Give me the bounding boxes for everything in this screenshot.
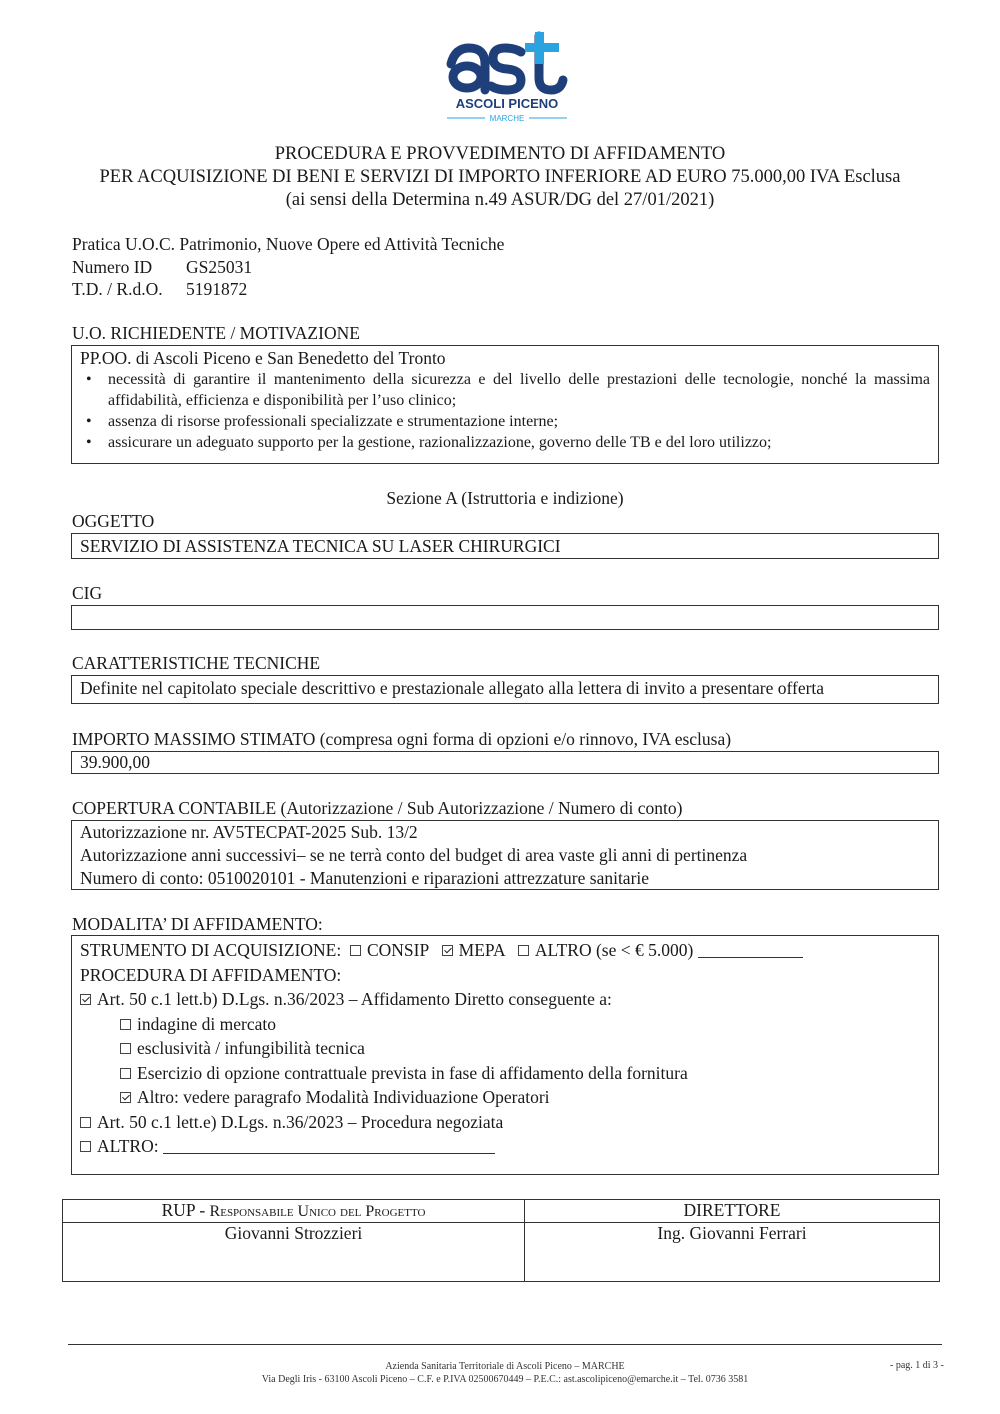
footer-line-2: Via Degli Iris - 63100 Ascoli Piceno – C.F. e P.IVA 02500670449 – P.E.C.: ast.ascolipiceno@emarche.it – Tel. 0736 3581 <box>261 1374 749 1385</box>
rup-signature-cell <box>63 1223 525 1282</box>
pratica-text: Pratica U.O.C. Patrimonio, Nuove Opere ed Attività Tecniche <box>72 234 505 254</box>
opzione-label: Esercizio di opzione contrattuale prevista in fase di affidamento della fornitura <box>137 1062 688 1083</box>
altro-strumento-label: ALTRO (se < € 5.000) <box>534 940 694 960</box>
rup-name: Giovanni Strozzieri <box>224 1223 363 1243</box>
consip-label: CONSIP <box>366 940 429 960</box>
richiedente-unit: PP.OO. di Ascoli Piceno e San Benedetto del Tronto <box>80 348 446 368</box>
altro-label: ALTRO: <box>97 1136 159 1156</box>
consip-checkbox[interactable] <box>350 945 361 956</box>
importo-field <box>71 751 939 774</box>
richiedente-label: U.O. RICHIEDENTE / MOTIVAZIONE <box>72 323 360 343</box>
altro-strumento-blank[interactable] <box>698 957 803 958</box>
caratteristiche-label: CARATTERISTICHE TECNICHE <box>72 653 321 673</box>
altro-operatori-checkbox[interactable] <box>120 1092 131 1103</box>
practice-info <box>72 233 504 301</box>
motivazione-item: • assenza di risorse professionali specializzate e strumentazione interne; <box>108 411 930 432</box>
sub-option-row <box>80 1036 930 1061</box>
sub-option-row <box>80 1061 930 1086</box>
logo-region: MARCHE <box>489 114 525 123</box>
indagine-label: indagine di mercato <box>137 1013 276 1034</box>
caratteristiche-value: Definite nel capitolato speciale descrittivo e prestazionale allegato alla lettera di invito a presentare offerta <box>80 678 825 698</box>
caratteristiche-field <box>71 675 939 704</box>
esclusivita-checkbox[interactable] <box>120 1043 131 1054</box>
rup-header <box>63 1200 525 1223</box>
direttore-header <box>525 1200 940 1223</box>
indagine-checkbox[interactable] <box>120 1019 131 1030</box>
oggetto-label: OGGETTO <box>72 511 155 531</box>
oggetto-field <box>71 533 939 559</box>
copertura-line: Numero di conto: 0510020101 - Manutenzioni e riparazioni attrezzature sanitarie <box>80 868 650 888</box>
copertura-label-row <box>72 798 682 819</box>
motivazione-item: • assicurare un adeguato supporto per la gestione, razionalizzazione, governo delle TB e del loro utilizzo; <box>108 432 930 453</box>
altro-operatori-label: Altro: vedere paragrafo Modalità Individuazione Operatori <box>137 1087 550 1107</box>
numero-id-label: Numero ID <box>72 256 153 277</box>
td-label: T.D. / R.d.O. <box>72 279 163 299</box>
copertura-label: COPERTURA CONTABILE <box>72 798 277 818</box>
cig-field <box>71 605 939 630</box>
logo-subtitle: ASCOLI PICENO <box>455 96 559 111</box>
page-number: - pag. 1 di 3 - <box>890 1360 944 1371</box>
modalita-box <box>71 935 939 1175</box>
altro-row <box>80 1134 930 1159</box>
oggetto-value: SERVIZIO DI ASSISTENZA TECNICA SU LASER CHIRURGICI <box>80 536 561 556</box>
altro-checkbox[interactable] <box>80 1141 91 1152</box>
copertura-box <box>71 820 939 890</box>
footer-divider <box>68 1344 942 1345</box>
mepa-checkbox[interactable] <box>442 945 453 956</box>
title-line-3: (ai sensi della Determina n.49 ASUR/DG del 27/01/2021) <box>285 190 715 210</box>
art-b-label: Art. 50 c.1 lett.b) D.Lgs. n.36/2023 – Affidamento Diretto conseguente a: <box>97 989 612 1009</box>
richiedente-box <box>71 345 939 464</box>
art-e-row <box>80 1110 930 1135</box>
td-value: 5191872 <box>186 279 248 299</box>
importo-note: (compresa ogni forma di opzioni e/o rinnovo, IVA esclusa) <box>319 729 732 749</box>
rup-label-full: Responsabile Unico del Progetto <box>209 1203 426 1220</box>
signature-table <box>62 1199 940 1282</box>
copertura-note: (Autorizzazione / Sub Autorizzazione / Numero di conto) <box>280 798 683 818</box>
direttore-name: Ing. Giovanni Ferrari <box>657 1223 807 1243</box>
strumento-row <box>80 938 930 963</box>
importo-label-row <box>72 729 731 750</box>
motivazione-list <box>80 369 930 453</box>
document-title <box>0 143 1000 212</box>
footer <box>0 1360 1000 1386</box>
direttore-label: DIRETTORE <box>683 1200 781 1220</box>
rup-label-prefix: RUP - <box>161 1200 210 1220</box>
modalita-label: MODALITA’ DI AFFIDAMENTO: <box>72 914 323 934</box>
art-e-label: Art. 50 c.1 lett.e) D.Lgs. n.36/2023 – Procedura negoziata <box>97 1111 504 1132</box>
copertura-line: Autorizzazione nr. AV5TECPAT-2025 Sub. 13/2 <box>80 822 418 842</box>
art-e-checkbox[interactable] <box>80 1117 91 1128</box>
altro-strumento-checkbox[interactable] <box>518 945 529 956</box>
sub-option-row <box>80 1012 930 1037</box>
title-line-2: PER ACQUISIZIONE DI BENI E SERVIZI DI IMPORTO INFERIORE AD EURO 75.000,00 IVA Esclusa <box>99 167 901 187</box>
mepa-label: MEPA <box>458 940 505 960</box>
art-b-checkbox[interactable] <box>80 994 91 1005</box>
ast-logo <box>445 28 570 123</box>
sezione-a-heading: Sezione A (Istruttoria e indizione) <box>386 488 624 508</box>
ast-logo-mark <box>445 28 570 123</box>
importo-label: IMPORTO MASSIMO STIMATO <box>72 729 316 749</box>
art-b-row <box>80 987 930 1012</box>
opzione-checkbox[interactable] <box>120 1068 131 1079</box>
esclusivita-label: esclusività / infungibilità tecnica <box>137 1038 365 1058</box>
copertura-line: Autorizzazione anni successivi– se ne terrà conto del budget di area vaste gli anni di pertinenza <box>80 845 748 865</box>
footer-line-1: Azienda Sanitaria Territoriale di Ascoli Piceno – MARCHE <box>385 1361 625 1372</box>
altro-blank[interactable] <box>163 1153 495 1154</box>
sub-option-row <box>80 1085 930 1110</box>
importo-value: 39.900,00 <box>80 752 150 772</box>
cig-label: CIG <box>72 583 103 603</box>
procedura-label: PROCEDURA DI AFFIDAMENTO: <box>80 964 342 985</box>
title-line-1: PROCEDURA E PROVVEDIMENTO DI AFFIDAMENTO <box>274 144 726 164</box>
motivazione-item: • necessità di garantire il mantenimento della sicurezza e del livello delle prestazioni delle tecnologie, nonché la massima affidabilità, efficienza e disponibilità per l’uso clinico; <box>108 369 930 411</box>
direttore-signature-cell <box>525 1223 940 1282</box>
numero-id-value: GS25031 <box>186 256 253 277</box>
strumento-label: STRUMENTO DI ACQUISIZIONE: <box>80 940 342 960</box>
